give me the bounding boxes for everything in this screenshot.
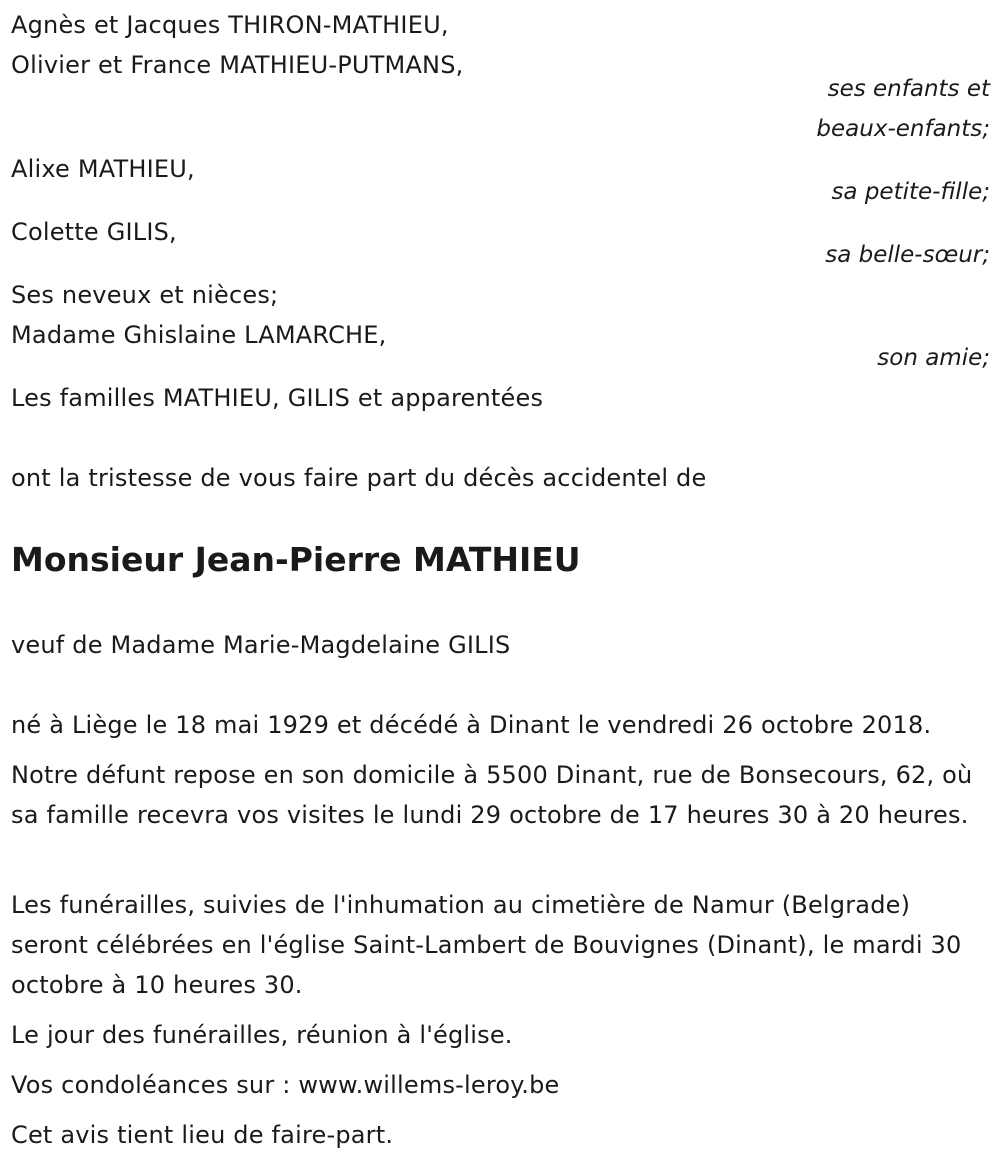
- meeting-text: Le jour des funérailles, réunion à l'église.: [11, 1021, 513, 1049]
- family-line-putmans: Olivier et France MATHIEU-PUTMANS,: [11, 51, 464, 79]
- family-line-alixe: Alixe MATHIEU,: [11, 155, 195, 183]
- family-line-thiron: Agnès et Jacques THIRON-MATHIEU,: [11, 11, 449, 39]
- role-children-2: beaux-enfants;: [816, 116, 990, 142]
- announcement-text: ont la tristesse de vous faire part du décès accidentel de: [11, 464, 707, 492]
- condolences-text: Vos condoléances sur : www.willems-leroy.be: [11, 1071, 560, 1099]
- family-line-lamarche: Madame Ghislaine LAMARCHE,: [11, 321, 387, 349]
- funeral-text: Les funérailles, suivies de l'inhumation au cimetière de Namur (Belgrade) seront célébrées en l'église Saint-Lambert de Bouvignes (Dinant), le mardi 30 octobre à 10 heures 30.: [11, 891, 962, 999]
- widower-text: veuf de Madame Marie-Magdelaine GILIS: [11, 631, 511, 659]
- role-friend: son amie;: [877, 345, 990, 371]
- repose-text: Notre défunt repose en son domicile à 5500 Dinant, rue de Bonsecours, 62, où sa famille recevra vos visites le lundi 29 octobre de 17 heures 30 à 20 heures.: [11, 761, 973, 829]
- family-line-families: Les familles MATHIEU, GILIS et apparentées: [11, 384, 544, 412]
- family-line-colette: Colette GILIS,: [11, 218, 177, 246]
- role-granddaughter: sa petite-fille;: [831, 179, 990, 205]
- deceased-name: Monsieur Jean-Pierre MATHIEU: [11, 540, 581, 579]
- birth-death-text: né à Liège le 18 mai 1929 et décédé à Dinant le vendredi 26 octobre 2018.: [11, 711, 932, 739]
- role-sister-in-law: sa belle-sœur;: [825, 242, 990, 268]
- role-children-1: ses enfants et: [827, 76, 990, 102]
- family-line-nephews: Ses neveux et nièces;: [11, 281, 279, 309]
- closing-text: Cet avis tient lieu de faire-part.: [11, 1121, 394, 1149]
